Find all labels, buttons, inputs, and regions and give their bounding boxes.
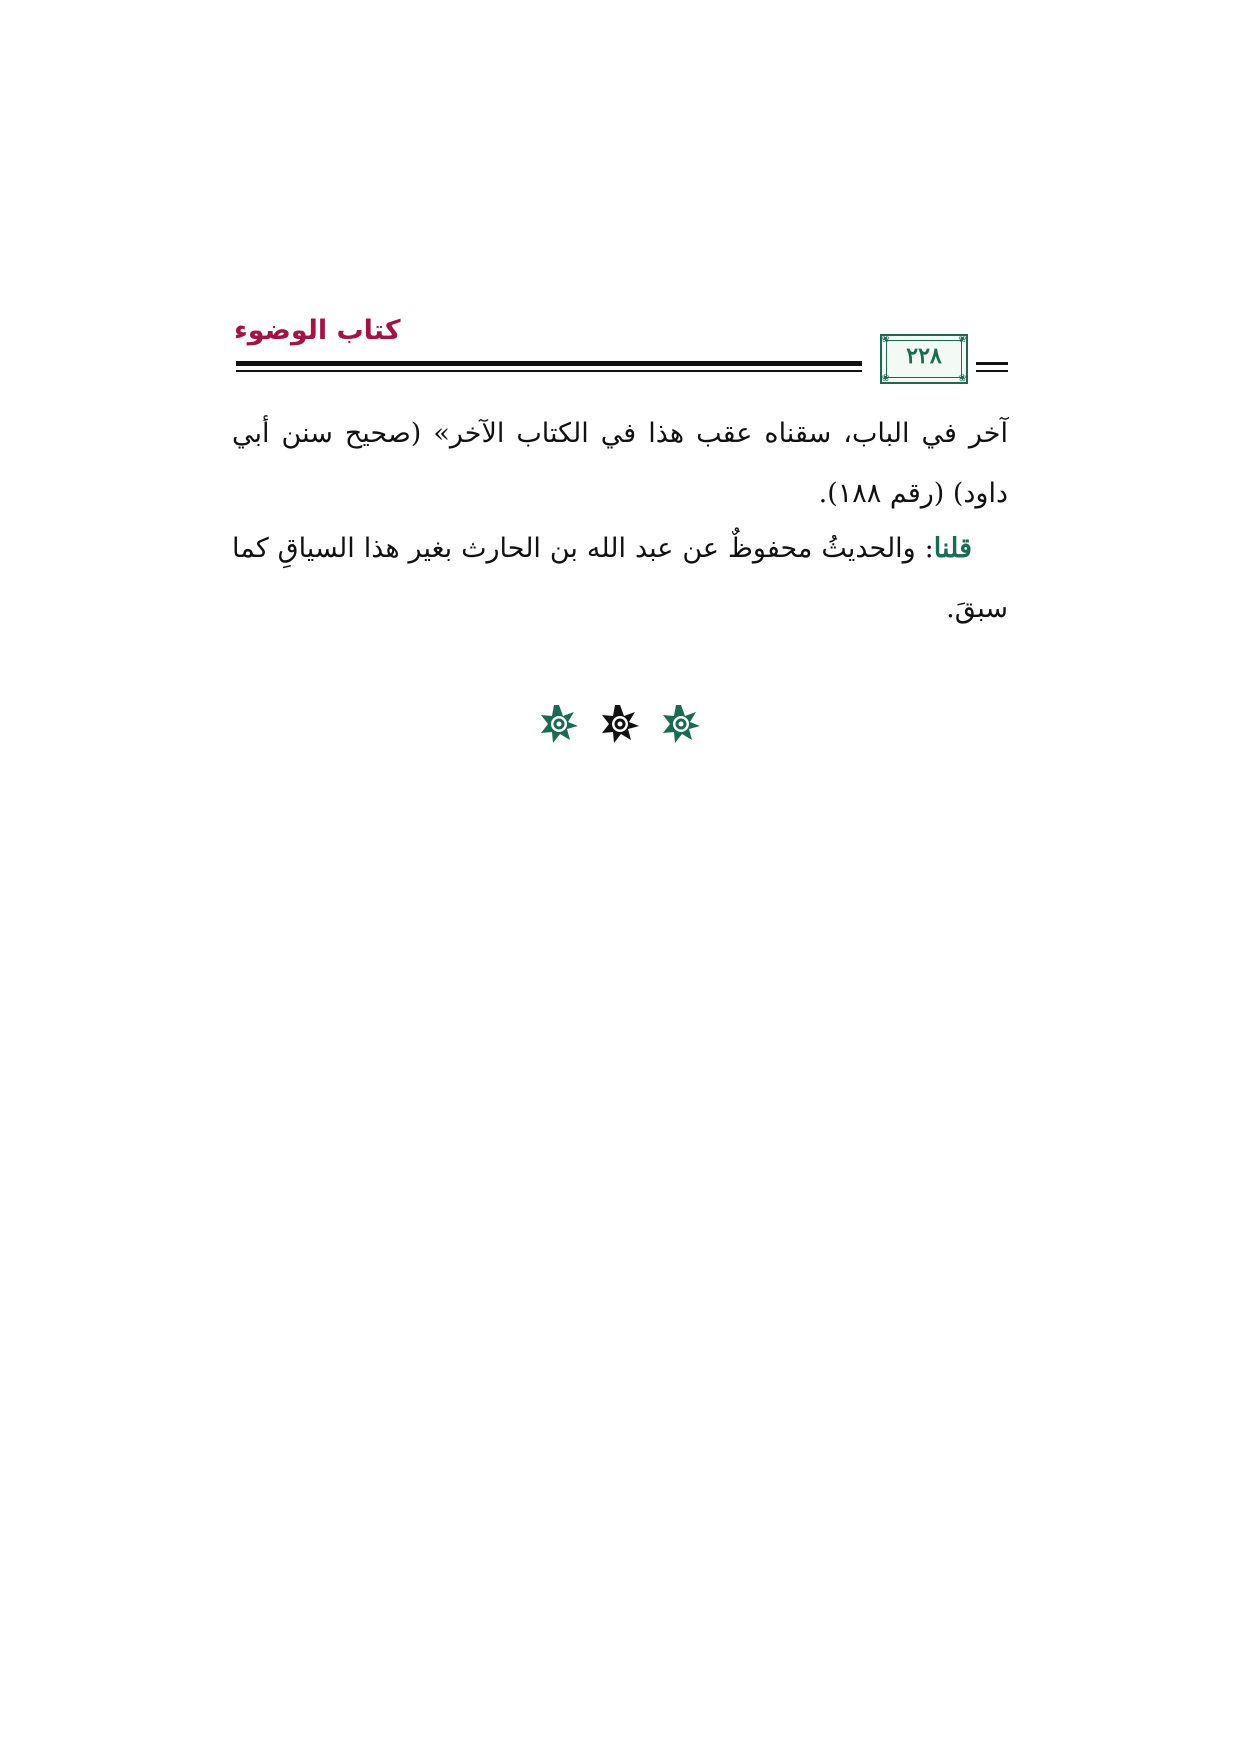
green-star-flower-icon	[661, 704, 701, 744]
header-rule-right-thick	[976, 362, 1008, 365]
frame-corner-ornament-icon: ❀	[958, 334, 967, 345]
header-rule-thick	[236, 361, 862, 366]
frame-corner-ornament-icon: ❀	[881, 373, 890, 384]
header-rule-thin	[236, 370, 862, 372]
paragraph-note	[232, 519, 1008, 639]
page-number-frame	[880, 334, 968, 384]
running-title: كتاب الوضوء	[234, 315, 401, 346]
frame-corner-ornament-icon: ❀	[881, 334, 890, 345]
note-colon: :	[915, 533, 934, 564]
green-star-flower-icon	[539, 704, 579, 744]
header-rule-right-thin	[976, 370, 1008, 372]
note-label: قلنا	[933, 533, 973, 564]
note-text: والحديثُ محفوظٌ عن عبد الله بن الحارث بغير هذا السياقِ كما سبقَ.	[232, 533, 1008, 624]
section-end-ornament	[0, 704, 1240, 752]
black-star-flower-icon	[600, 704, 640, 744]
paragraph-continuation: آخر في الباب، سقناه عقب هذا في الكتاب الآخر» (صحيح سنن أبي داود) (رقم ١٨٨).	[232, 418, 1008, 509]
frame-corner-ornament-icon: ❀	[958, 373, 967, 384]
page-number: ٢٢٨	[906, 343, 942, 369]
